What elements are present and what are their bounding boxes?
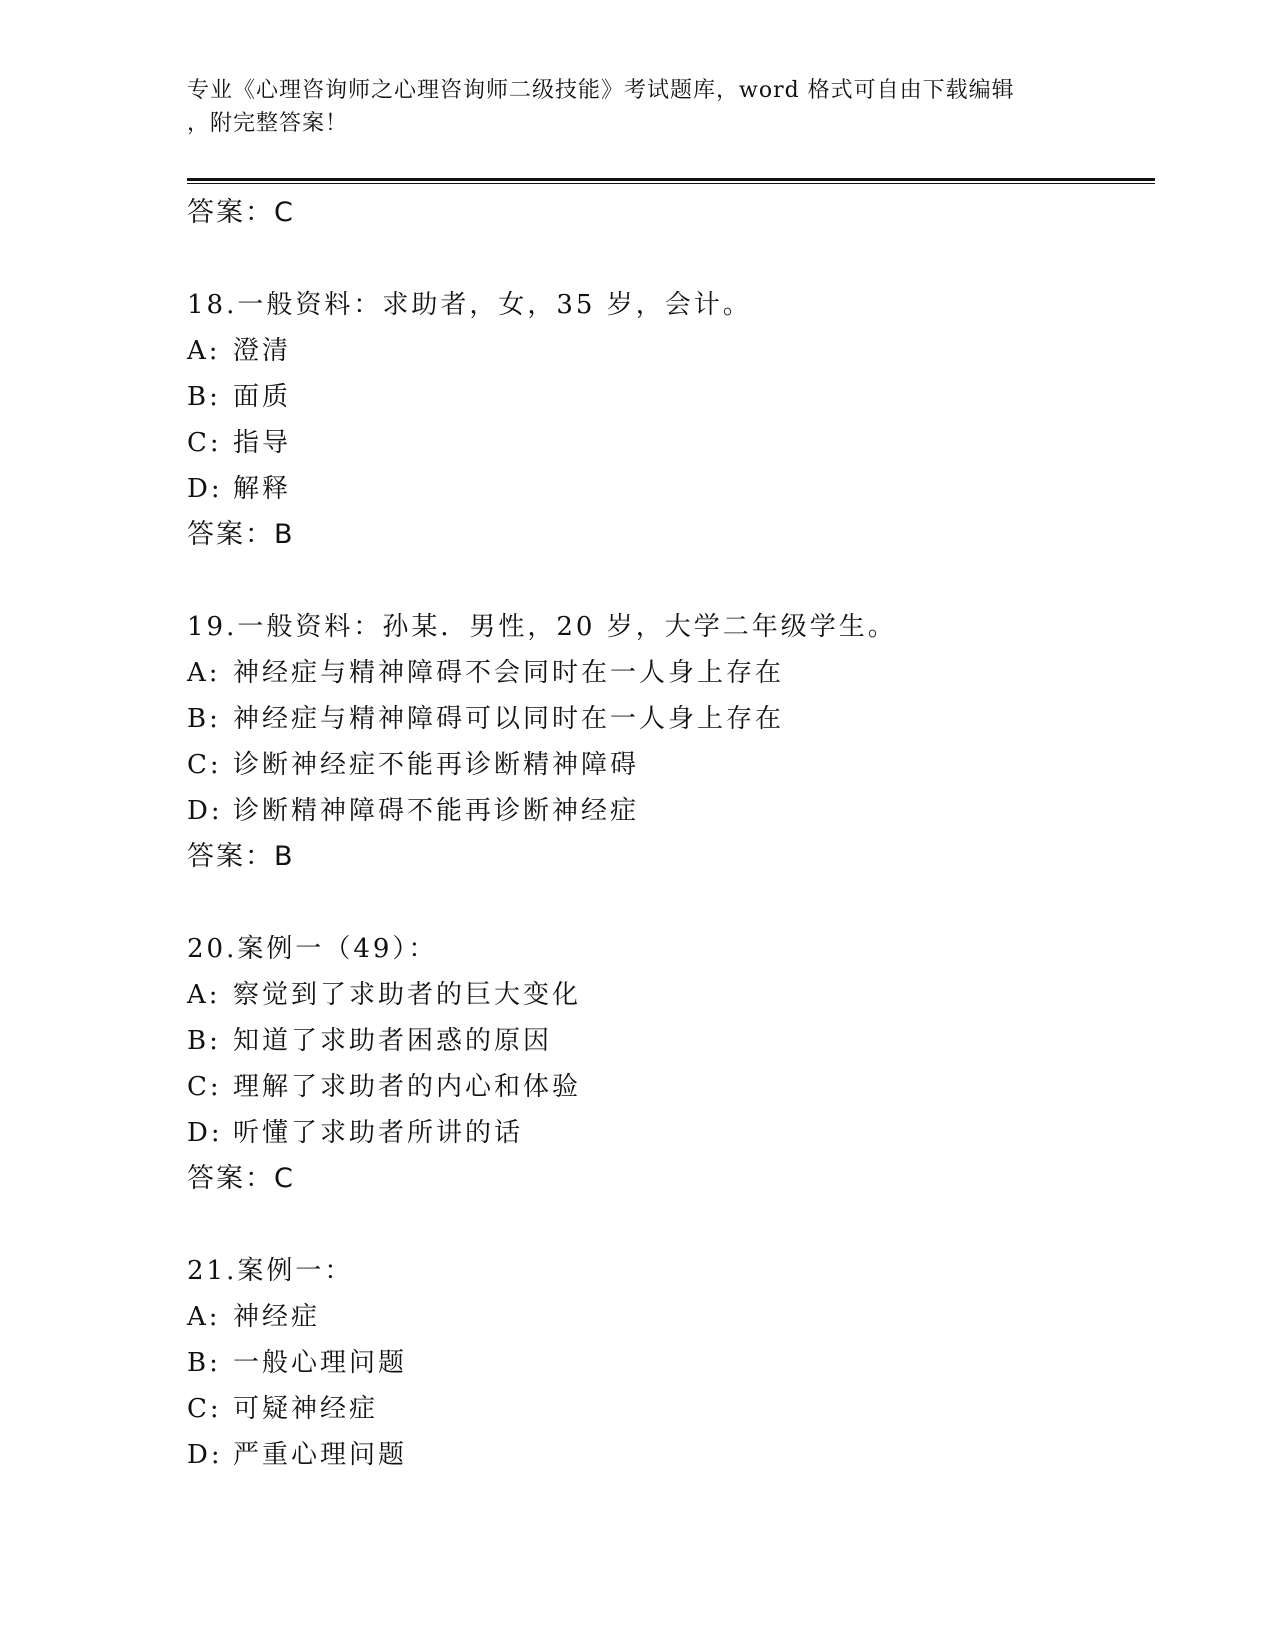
spacer bbox=[187, 880, 1147, 926]
option-letter: D: bbox=[187, 796, 223, 826]
option-text: 神经症 bbox=[233, 1302, 321, 1332]
question-block bbox=[187, 926, 1147, 1202]
question-block bbox=[187, 282, 1147, 558]
option-text: 指导 bbox=[233, 428, 292, 458]
spacer bbox=[187, 236, 1147, 282]
option-text: 神经症与精神障碍可以同时在一人身上存在 bbox=[233, 704, 785, 734]
option-a bbox=[187, 972, 1147, 1018]
option-letter: D: bbox=[187, 1440, 223, 1470]
option-letter: B: bbox=[187, 382, 221, 412]
option-c bbox=[187, 420, 1147, 466]
option-text: 一般心理问题 bbox=[233, 1348, 408, 1378]
option-text: 知道了求助者困惑的原因 bbox=[233, 1026, 553, 1056]
option-text: 诊断精神障碍不能再诊断神经症 bbox=[233, 796, 640, 826]
question-stem: 20.案例一（49）： bbox=[187, 934, 438, 964]
header-line-1: 专业《心理咨询师之心理咨询师二级技能》考试题库，word 格式可自由下载编辑 bbox=[187, 78, 1015, 103]
option-letter: B: bbox=[187, 1348, 221, 1378]
option-letter: A: bbox=[187, 1302, 221, 1332]
option-a bbox=[187, 328, 1147, 374]
option-b bbox=[187, 374, 1147, 420]
option-text: 面质 bbox=[233, 382, 292, 412]
answer-line: 答案：C bbox=[187, 1163, 295, 1194]
option-c bbox=[187, 742, 1147, 788]
question-block bbox=[187, 604, 1147, 880]
option-text: 听懂了求助者所讲的话 bbox=[233, 1118, 524, 1148]
option-c bbox=[187, 1064, 1147, 1110]
option-letter: C: bbox=[187, 750, 222, 780]
option-letter: D: bbox=[187, 474, 223, 504]
option-text: 诊断神经症不能再诊断精神障碍 bbox=[233, 750, 640, 780]
option-text: 神经症与精神障碍不会同时在一人身上存在 bbox=[233, 658, 785, 688]
option-text: 可疑神经症 bbox=[233, 1394, 379, 1424]
option-a bbox=[187, 650, 1147, 696]
option-d bbox=[187, 466, 1147, 512]
option-b bbox=[187, 696, 1147, 742]
option-c bbox=[187, 1386, 1147, 1432]
option-letter: A: bbox=[187, 336, 221, 366]
header-line-2: ，附完整答案！ bbox=[187, 111, 349, 136]
option-text: 澄清 bbox=[233, 336, 292, 366]
header-rule-thin bbox=[187, 183, 1155, 184]
option-d bbox=[187, 788, 1147, 834]
question-stem: 21.案例一： bbox=[187, 1256, 354, 1286]
question-stem: 19.一般资料：孙某．男性，20 岁，大学二年级学生。 bbox=[187, 612, 897, 642]
option-a bbox=[187, 1294, 1147, 1340]
option-letter: A: bbox=[187, 658, 221, 688]
option-letter: A: bbox=[187, 980, 221, 1010]
option-b bbox=[187, 1018, 1147, 1064]
question-list bbox=[187, 190, 1147, 1478]
spacer bbox=[187, 1202, 1147, 1248]
option-letter: C: bbox=[187, 428, 222, 458]
option-text: 察觉到了求助者的巨大变化 bbox=[233, 980, 582, 1010]
option-text: 理解了求助者的内心和体验 bbox=[233, 1072, 582, 1102]
option-text: 严重心理问题 bbox=[233, 1440, 408, 1470]
option-letter: B: bbox=[187, 704, 221, 734]
option-letter: C: bbox=[187, 1394, 222, 1424]
option-letter: B: bbox=[187, 1026, 221, 1056]
option-d bbox=[187, 1432, 1147, 1478]
spacer bbox=[187, 558, 1147, 604]
option-text: 解释 bbox=[233, 474, 292, 504]
option-letter: C: bbox=[187, 1072, 222, 1102]
option-b bbox=[187, 1340, 1147, 1386]
answer-line: 答案：B bbox=[187, 841, 295, 872]
document-header bbox=[187, 74, 1087, 140]
answer-line: 答案：C bbox=[187, 197, 295, 228]
question-stem: 18.一般资料：求助者，女，35 岁，会计。 bbox=[187, 290, 752, 320]
answer-line: 答案：B bbox=[187, 519, 295, 550]
option-d bbox=[187, 1110, 1147, 1156]
question-block bbox=[187, 1248, 1147, 1478]
option-letter: D: bbox=[187, 1118, 223, 1148]
header-rule-thick bbox=[187, 178, 1155, 181]
